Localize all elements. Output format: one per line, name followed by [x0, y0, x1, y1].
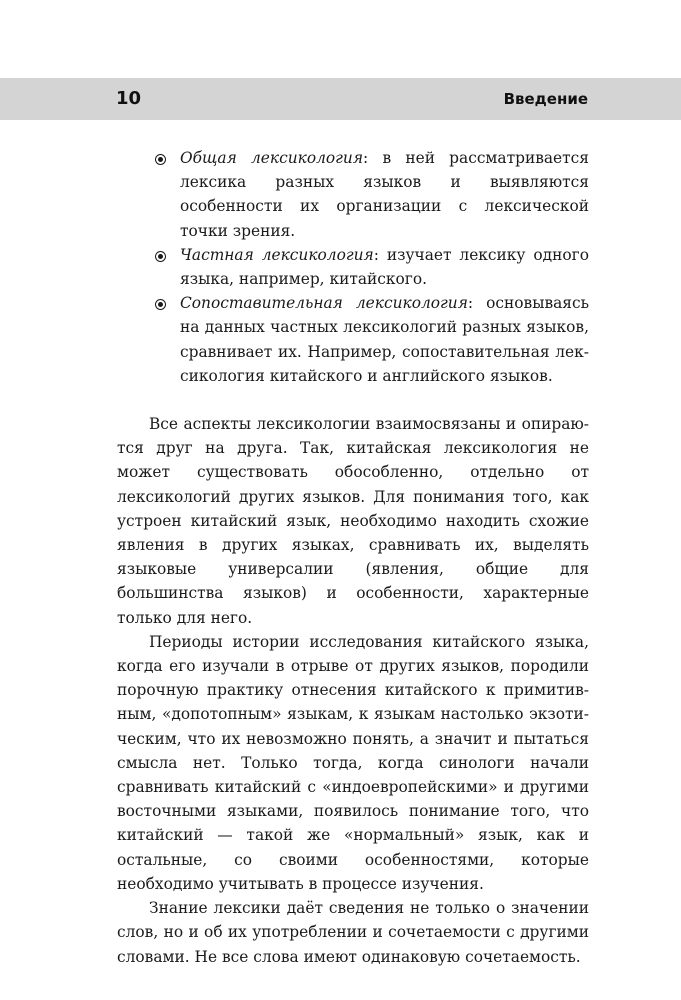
bullet-icon [155, 299, 166, 310]
paragraph: Знание лексики даёт сведения не только о значении слов, но и об их употреблении и сочетаемости с другими словами. Не все слова имеют одинаковую сочетаемость. [117, 899, 589, 966]
body-text [117, 412, 589, 969]
page-number: 10 [116, 88, 142, 109]
running-head-title: Введение [503, 90, 588, 108]
list-item-term: Частная лексикология [180, 245, 374, 264]
page-body [117, 146, 589, 969]
list-item-text: : основываясь на данных частных лексикологий разных языков, сравнивает их. Например, сопоставительная лексикология китайского и английского языков. [180, 294, 589, 385]
bullet-icon [155, 251, 166, 262]
list-item-term: Сопоставительная лексикология [180, 294, 468, 313]
lexicology-types-list [117, 146, 589, 388]
list-item-term: Общая лексикология [180, 149, 364, 167]
bullet-icon [155, 154, 166, 165]
list-item [117, 243, 589, 291]
list-item [117, 146, 589, 243]
list-item-text: : изучает лексику одного языка, например, китайского. [180, 245, 589, 289]
list-item [117, 291, 589, 388]
paragraph: Периоды истории исследования китайского языка, когда его изучали в отрыве от других языков, породили порочную практику отнесения китайского к примитивным, «допотопным» языкам, к языкам настолько экзотическим, что их невозможно понять, а значит и пытаться смысла нет. Только тогда, когда синологи начали сравнивать китайский с «индоевропейскими» и другими восточными языками, появилось понимание того, что китайский — такой же «нормальный» язык, как и остальные, со своими особенностями, которые необходимо учитывать в процессе изучения. [117, 632, 589, 893]
paragraph: Все аспекты лексикологии взаимосвязаны и опираются друг на друга. Так, китайская лексикология не может существовать обособленно, отдельно от лексикологий других языков. Для понимания того, как устроен китайский язык, необходимо находить схожие явления в других языках, сравнивать их, выделять языковые универсалии (явления, общие для большинства языков) и особенности, характерные только для него. [117, 415, 589, 627]
list-item-text: : в ней рассматривается лексика разных языков и выявляются особенности их организации с лексической точки зрения. [180, 149, 590, 240]
